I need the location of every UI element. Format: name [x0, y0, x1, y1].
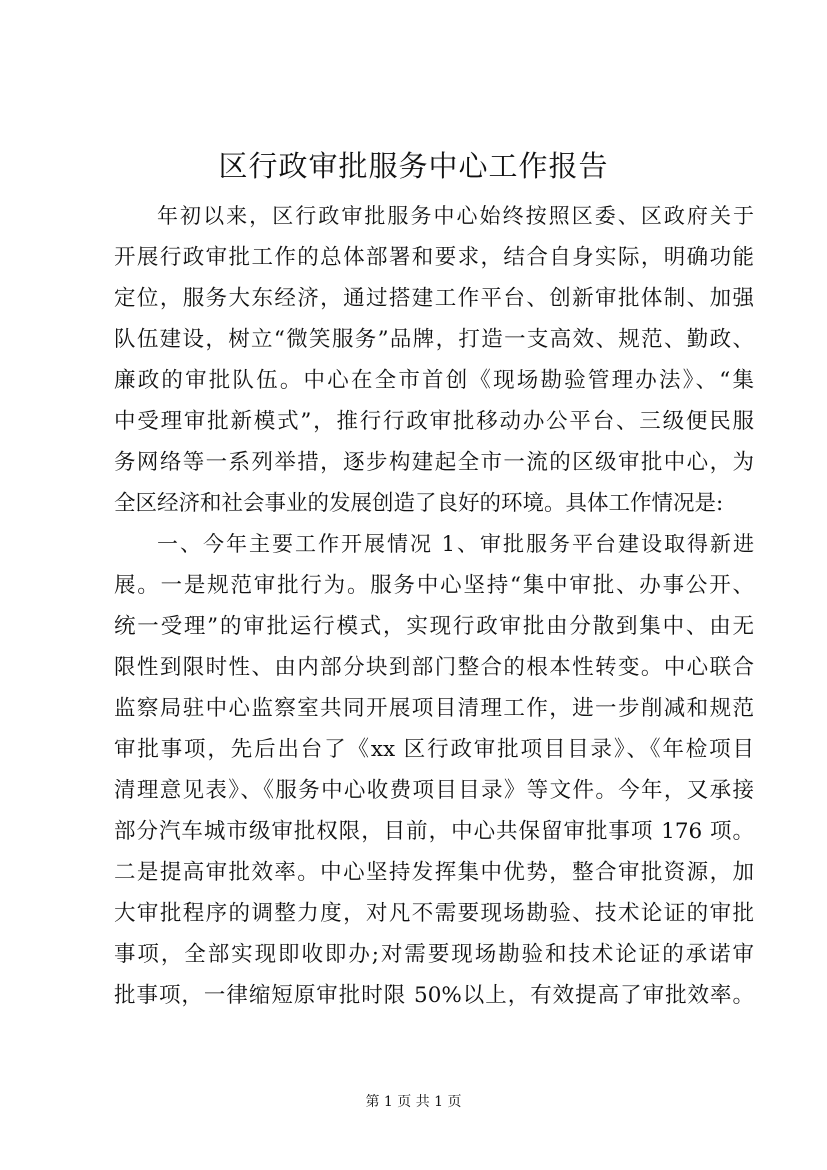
paragraph-line: 一、今年主要工作开展情况 1、审批服务平台建设取得新进 [157, 532, 754, 556]
paragraph-line: 定位，服务大东经济，通过搭建工作平台、创新审批体制、加强 [114, 286, 754, 311]
paragraph-line: 批事项，一律缩短原审批时限 50%以上，有效提高了审批效率。 [114, 983, 754, 1008]
paragraph-line: 中受理审批新模式”，推行行政审批移动办公平台、三级便民服 [114, 409, 754, 434]
document-body [114, 196, 754, 1016]
paragraph-line: 开展行政审批工作的总体部署和要求，结合自身实际，明确功能 [114, 245, 754, 270]
paragraph-line: 务网络等一系列举措，逐步构建起全市一流的区级审批中心，为 [114, 450, 754, 475]
document-title: 区行政审批服务中心工作报告 [218, 149, 609, 183]
paragraph-line: 监察局驻中心监察室共同开展项目清理工作，进一步削减和规范 [114, 696, 754, 721]
paragraph-line: 部分汽车城市级审批权限，目前，中心共保留审批事项 176 项。 [114, 819, 754, 844]
paragraph-line: 二是提高审批效率。中心坚持发挥集中优势，整合审批资源，加 [114, 860, 754, 885]
paragraph-line: 队伍建设，树立“微笑服务”品牌，打造一支高效、规范、勤政、 [114, 327, 754, 352]
paragraph-line: 限性到限时性、由内部分块到部门整合的根本性转变。中心联合 [114, 655, 754, 680]
paragraph-line: 展。一是规范审批行为。服务中心坚持“集中审批、办事公开、 [114, 573, 754, 598]
paragraph-line: 全区经济和社会事业的发展创造了良好的环境。具体工作情况是: [114, 491, 724, 516]
page-footer: 第 1 页 共 1 页 [365, 1094, 462, 1110]
paragraph-line: 审批事项，先后出台了《xx 区行政审批项目目录》、《年检项目 [114, 737, 754, 762]
paragraph-line: 清理意见表》、《服务中心收费项目目录》等文件。今年，又承接 [114, 778, 754, 803]
paragraph-line: 廉政的审批队伍。中心在全市首创《现场勘验管理办法》、“集 [114, 368, 754, 393]
paragraph-line: 统一受理”的审批运行模式，实现行政审批由分散到集中、由无 [114, 614, 754, 639]
paragraph-line: 年初以来，区行政审批服务中心始终按照区委、区政府关于 [157, 204, 754, 228]
paragraph-line: 事项，全部实现即收即办;对需要现场勘验和技术论证的承诺审 [114, 942, 754, 967]
paragraph-line: 大审批程序的调整力度，对凡不需要现场勘验、技术论证的审批 [114, 901, 754, 926]
